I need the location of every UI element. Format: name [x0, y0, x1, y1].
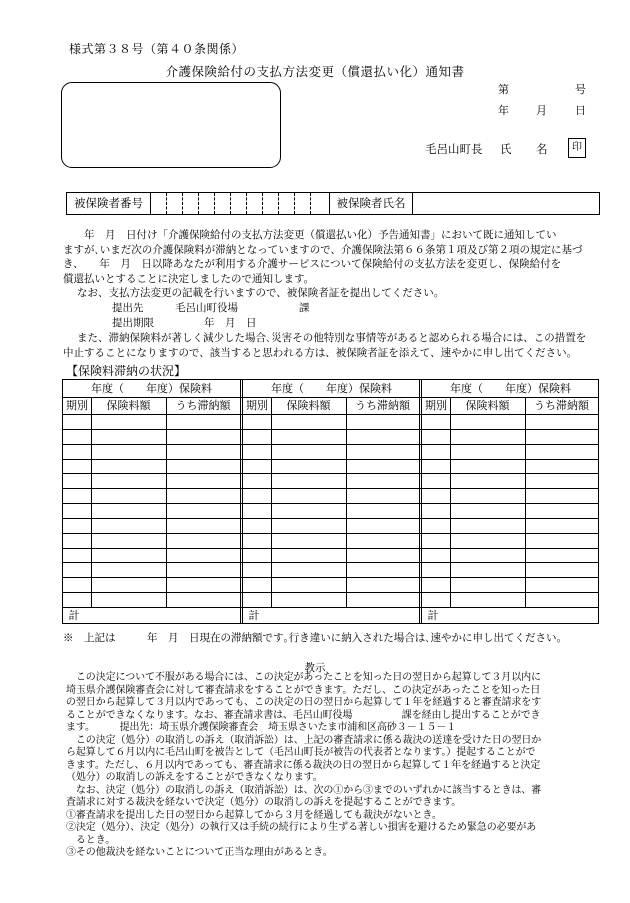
fiscal-year-header: 年度（ 年度）保険料 — [450, 382, 571, 395]
period-column-line — [450, 397, 451, 607]
form-number: 様式第３８号（第４０条関係） — [69, 42, 245, 56]
overdue-column-header: うち滞納額 — [175, 399, 231, 412]
notice-paragraph-1-line-4: 償還払いとすることに決定しましたので通知します。 — [63, 272, 315, 285]
arrears-table — [62, 379, 599, 624]
fiscal-year-header: 年度（ 年度）保険料 — [91, 382, 212, 395]
table-row-line — [63, 429, 598, 430]
table-row-line — [63, 473, 598, 474]
period-column-header: 期別 — [66, 399, 88, 412]
instructions-line: この決定（処分）の取消しの訴え（取消訴訟）は、上記の審査請求に係る裁決の送達を受けた日の翌日か — [66, 734, 542, 746]
insured-number-digit — [215, 193, 231, 214]
date-year-label: 年 — [498, 104, 509, 117]
table-row-line — [63, 577, 598, 578]
mayor-title: 毛呂山町長 — [425, 142, 483, 156]
table-row-line — [63, 533, 598, 534]
period-column-line — [91, 397, 92, 607]
insured-number-digit — [279, 193, 295, 214]
insured-number-digit — [151, 193, 167, 214]
premium-column-line — [525, 397, 526, 607]
instructions-line: （処分）の取消しの訴えをすることができなくなります。 — [66, 772, 323, 783]
table-row-line — [63, 444, 598, 445]
mayor-name-shi: 氏 — [500, 142, 512, 156]
deadline-date: 年 月 日 — [204, 317, 257, 329]
total-row-label: 計 — [427, 609, 439, 622]
period-column-line — [271, 397, 272, 607]
premium-column-header: 保険料額 — [286, 399, 331, 412]
insured-number-digit — [247, 193, 263, 214]
total-row-label: 計 — [248, 609, 260, 622]
submit-to-label: 提出先 — [112, 302, 144, 314]
seal-mark: 印 — [568, 138, 586, 158]
notice-paragraph-1-line-3: き、 年 月 日以降あなたが利用する介護サービスについて保険給付の支払方法を変更し、保険給付を — [63, 258, 562, 271]
fiscal-year-header: 年度（ 年度）保険料 — [271, 382, 392, 395]
insured-number-digit — [199, 193, 215, 214]
instructions-line: なお、決定（処分）の取消しの訴え（取消訴訟）は、次の①から③までのいずれかに該当するときは、審 — [66, 784, 542, 796]
block-separator — [240, 380, 241, 623]
table-row-line — [63, 459, 598, 460]
period-column-header: 期別 — [425, 399, 447, 412]
doc-number-dai: 第 — [498, 83, 509, 96]
date-day-label: 日 — [575, 104, 586, 117]
insured-number-digit — [183, 193, 199, 214]
overdue-column-header: うち滞納額 — [355, 399, 410, 412]
document-title: 介護保険給付の支払方法変更（償還払い化）通知書 — [165, 64, 465, 79]
block-separator — [242, 380, 243, 623]
table-row-line — [63, 592, 598, 593]
premium-column-line — [346, 397, 347, 607]
notice-paragraph-1-line-2: ますが､いまだ次の介護保険料が滞納となっていますので、介護保険法第６６条第１項及び第２項の規定に基づ — [63, 243, 583, 256]
instructions-title: 教示 — [304, 662, 326, 674]
notice-paragraph-3-line-1: また、滞納保険料が著しく減少した場合､災害その他特別な事情等があると認められる場合には、この措置を — [77, 332, 587, 344]
doc-number-go: 号 — [575, 83, 586, 96]
date-month-label: 月 — [536, 104, 547, 117]
notice-paragraph-3-line-2: 中止することになりますので、該当すると思われる方は、被保険者証を添えて、速やかに申し出てください。 — [63, 346, 578, 359]
period-column-header: 期別 — [246, 399, 268, 412]
deadline-label: 提出期限 — [112, 317, 154, 329]
notice-paragraph-2: なお、支払方法変更の記載を行いますので、被保険者証を提出してください。 — [77, 287, 445, 300]
arrears-footnote: ※ 上記は 年 月 日現在の滞納額です｡行き違いに納入された場合は､速やかに申し出てください。 — [63, 632, 567, 644]
instructions-line: この決定について不服がある場合には、この決定があったことを知った日の翌日から起算して３月以内に — [66, 672, 541, 683]
overdue-column-header: うち滞納額 — [534, 399, 589, 412]
instructions-line: 埼玉県介護保険審査会に対して審査請求をすることができます。ただし、この決定があったことを知った日 — [66, 684, 541, 696]
insured-name-label: 被保険者氏名 — [329, 193, 413, 214]
arrears-section-title: 【保険料滞納の状況】 — [66, 364, 187, 378]
mayor-name-mei: 名 — [536, 142, 548, 156]
instructions-line: ることができなくなります。なお、審査請求書は、毛呂山町役場 課を経由し提出することができ — [66, 709, 541, 721]
premium-column-line — [166, 397, 167, 607]
block-separator — [419, 380, 420, 623]
table-row-line — [63, 548, 598, 549]
block-separator — [421, 380, 422, 623]
submit-to-office: 毛呂山町役場 — [175, 302, 238, 314]
instructions-line: ①審査請求を提出した日の翌日から起算してから３月を経過しても裁決がないとき。 — [66, 809, 442, 821]
insured-number-digit — [295, 193, 311, 214]
instructions-line: ②決定（処分）、決定（処分）の執行又は手続の続行により生ずる著しい損害を避けるため緊急の必要があ — [66, 822, 537, 833]
insured-number-digit — [263, 193, 279, 214]
instructions-line: るとき。 — [66, 834, 116, 846]
instructions-line: 査請求に対する裁決を経ないで決定（処分）の取消しの訴えを提起することができます。 — [66, 797, 462, 808]
insured-number-digit — [311, 193, 329, 214]
total-row-line — [63, 607, 598, 608]
instructions-line: きます。ただし、６月以内であっても、審査請求に係る裁決の日の翌日から起算して１年を経過すると決定 — [66, 759, 541, 771]
insured-info-row — [66, 192, 600, 215]
table-row-line — [63, 488, 598, 489]
address-box — [61, 82, 281, 168]
notice-paragraph-1-line-1: 年 月 日付け「介護保険給付の支払方法変更（償還払い化）予告通知書」において既に通知してい — [63, 229, 557, 241]
premium-column-header: 保険料額 — [465, 399, 510, 412]
table-row-line — [63, 518, 598, 519]
instructions-line: ③その他裁決を経ないことについて正当な理由があるとき。 — [66, 847, 333, 858]
insured-number-digit — [231, 193, 247, 214]
header-divider — [63, 414, 598, 415]
total-row-label: 計 — [68, 609, 80, 622]
submit-to-ka: 課 — [299, 302, 310, 314]
insured-number-label: 被保険者番号 — [67, 193, 151, 214]
instructions-line: ます。 提出先：埼玉県介護保険審査会 埼玉県さいたま市浦和区高砂３－１５－１ — [66, 722, 457, 733]
insured-number-digit — [167, 193, 183, 214]
table-row-line — [63, 562, 598, 563]
instructions-line: ら起算して６月以内に毛呂山町を被告として（毛呂山町長が被告の代表者となります。）提起することがで — [66, 747, 536, 758]
premium-column-header: 保険料額 — [106, 399, 151, 412]
table-row-line — [63, 503, 598, 504]
instructions-line: の翌日から起算して３月以内であっても、この決定の日の翌日から起算して１年を経過すると審査請求をす — [66, 697, 542, 708]
